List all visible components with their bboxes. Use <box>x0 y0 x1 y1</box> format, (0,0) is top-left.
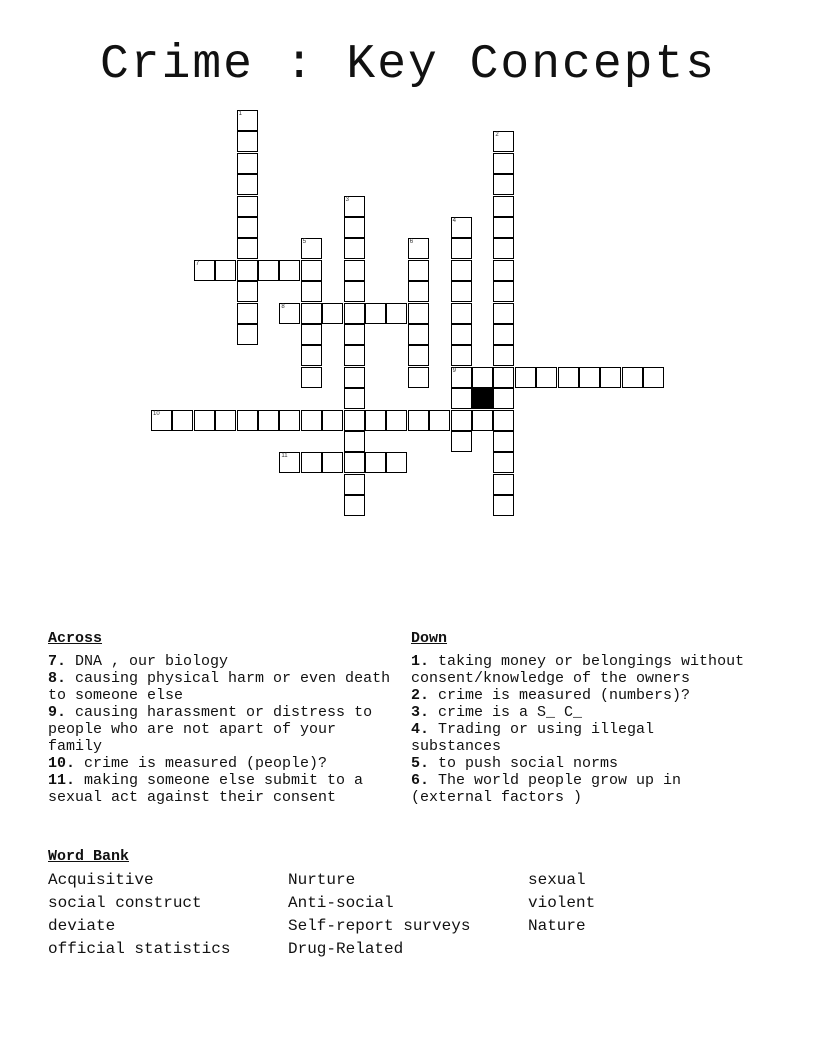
crossword-cell[interactable] <box>172 410 193 431</box>
word-bank-item: violent <box>528 894 596 912</box>
word-bank-item: Acquisitive <box>48 871 154 889</box>
crossword-black-cell <box>472 388 493 409</box>
page-title: Crime : Key Concepts <box>99 38 717 92</box>
crossword-cell[interactable] <box>451 238 472 259</box>
crossword-cell[interactable] <box>451 260 472 281</box>
crossword-cell[interactable] <box>451 367 472 388</box>
across-clue <box>48 653 398 670</box>
clue-number: 10 <box>153 410 160 417</box>
crossword-cell[interactable] <box>237 153 258 174</box>
crossword-cell[interactable] <box>194 260 215 281</box>
clue-text: to push social norms <box>429 755 619 772</box>
crossword-cell[interactable] <box>237 196 258 217</box>
clue-number: 1 <box>238 111 242 117</box>
word-bank-item: official statistics <box>48 940 231 958</box>
crossword-cell[interactable] <box>237 238 258 259</box>
crossword-cell[interactable] <box>408 238 429 259</box>
crossword-cell[interactable] <box>237 281 258 302</box>
crossword-cell[interactable] <box>493 324 514 345</box>
crossword-cell[interactable] <box>301 452 322 473</box>
across-clues <box>48 630 398 806</box>
crossword-cell[interactable] <box>493 474 514 495</box>
down-clue <box>411 653 751 687</box>
crossword-cell[interactable] <box>237 410 258 431</box>
crossword-cell[interactable] <box>493 260 514 281</box>
crossword-cell[interactable] <box>237 217 258 238</box>
crossword-cell[interactable] <box>451 324 472 345</box>
crossword-cell[interactable] <box>344 410 365 431</box>
crossword-cell[interactable] <box>408 410 429 431</box>
crossword-cell[interactable] <box>408 367 429 388</box>
word-bank-item: Nurture <box>288 871 356 889</box>
clue-text: crime is a S_ C_ <box>429 704 583 721</box>
word-bank-item: deviate <box>48 917 116 935</box>
crossword-cell[interactable] <box>344 238 365 259</box>
crossword-cell[interactable] <box>344 367 365 388</box>
crossword-cell[interactable] <box>344 196 365 217</box>
crossword-cell[interactable] <box>451 303 472 324</box>
down-clues <box>411 630 751 806</box>
crossword-cell[interactable] <box>493 281 514 302</box>
crossword-cell[interactable] <box>408 345 429 366</box>
crossword-cell[interactable] <box>451 217 472 238</box>
crossword-cell[interactable] <box>258 260 279 281</box>
word-bank-list <box>48 869 768 960</box>
clue-number: 2 <box>495 132 499 139</box>
down-clue-list <box>411 653 751 806</box>
clue-text: The world people grow up in (external factors ) <box>411 772 682 806</box>
word-bank-item: Self-report surveys <box>288 917 471 935</box>
clue-number-label: 9. <box>48 704 67 721</box>
crossword-cell[interactable] <box>451 345 472 366</box>
crossword-cell[interactable] <box>493 303 514 324</box>
crossword-cell[interactable] <box>279 260 300 281</box>
crossword-cell[interactable] <box>237 324 258 345</box>
crossword-cell[interactable] <box>451 410 472 431</box>
crossword-cell[interactable] <box>237 110 258 131</box>
crossword-cell[interactable] <box>237 260 258 281</box>
crossword-cell[interactable] <box>408 303 429 324</box>
word-bank-item: sexual <box>528 871 586 889</box>
crossword-cell[interactable] <box>365 303 386 324</box>
crossword-cell[interactable] <box>386 410 407 431</box>
word-bank-heading: Word Bank <box>48 848 130 865</box>
crossword-cell[interactable] <box>493 345 514 366</box>
crossword-cell[interactable] <box>215 260 236 281</box>
clue-number-label: 4. <box>411 721 430 738</box>
clue-text: DNA , our biology <box>66 653 229 670</box>
clue-text: causing harassment or distress to people who are not apart of your family <box>48 704 373 755</box>
crossword-cell[interactable] <box>408 260 429 281</box>
crossword-cell[interactable] <box>493 217 514 238</box>
clue-number-label: 2. <box>411 687 430 704</box>
crossword-cell[interactable] <box>451 281 472 302</box>
word-bank <box>48 848 768 960</box>
crossword-cell[interactable] <box>151 410 172 431</box>
crossword-cell[interactable] <box>301 281 322 302</box>
crossword-cell[interactable] <box>258 410 279 431</box>
clue-number-label: 1. <box>411 653 430 670</box>
crossword-cell[interactable] <box>408 324 429 345</box>
crossword-cell[interactable] <box>237 131 258 152</box>
crossword-cell[interactable] <box>279 452 300 473</box>
across-clue-list <box>48 653 398 806</box>
clue-number-label: 5. <box>411 755 430 772</box>
crossword-cell[interactable] <box>493 452 514 473</box>
clue-number-label: 8. <box>48 670 67 687</box>
crossword-cell[interactable] <box>365 410 386 431</box>
crossword-cell[interactable] <box>344 281 365 302</box>
clue-number-label: 11. <box>48 772 76 789</box>
crossword-cell[interactable] <box>301 345 322 366</box>
word-bank-item: social construct <box>48 894 202 912</box>
crossword-cell[interactable] <box>301 303 322 324</box>
down-clue <box>411 772 751 806</box>
across-heading: Across <box>48 630 103 647</box>
across-clue <box>48 755 398 772</box>
crossword-cell[interactable] <box>429 410 450 431</box>
clue-text: Trading or using illegal substances <box>411 721 655 755</box>
clue-number: 7 <box>195 260 200 267</box>
crossword-cell[interactable] <box>536 367 557 388</box>
crossword-cell[interactable] <box>451 388 472 409</box>
crossword-cell[interactable] <box>579 367 600 388</box>
clue-number: 3 <box>345 196 349 203</box>
crossword-cell[interactable] <box>301 410 322 431</box>
crossword-cell[interactable] <box>322 452 343 473</box>
crossword-cell[interactable] <box>493 131 514 152</box>
clue-number: 5 <box>302 239 307 246</box>
clue-text: taking money or belongings without consent/knowledge of the owners <box>411 653 745 687</box>
crossword-cell[interactable] <box>493 495 514 516</box>
clue-number-label: 10. <box>48 755 76 772</box>
clue-text: causing physical harm or even death to someone else <box>48 670 391 704</box>
crossword-cell[interactable] <box>301 260 322 281</box>
word-bank-item: Nature <box>528 917 586 935</box>
crossword-cell[interactable] <box>365 452 386 473</box>
crossword-cell[interactable] <box>344 388 365 409</box>
clue-text: crime is measured (people)? <box>75 755 328 772</box>
crossword-cell[interactable] <box>386 452 407 473</box>
crossword-cell[interactable] <box>279 410 300 431</box>
crossword-cell[interactable] <box>344 303 365 324</box>
crossword-cell[interactable] <box>237 174 258 195</box>
crossword-cell[interactable] <box>600 367 621 388</box>
down-clue <box>411 755 751 772</box>
crossword-cell[interactable] <box>301 324 322 345</box>
crossword-cell[interactable] <box>558 367 579 388</box>
crossword-cell[interactable] <box>237 303 258 324</box>
crossword-cell[interactable] <box>493 367 514 388</box>
crossword-cell[interactable] <box>493 174 514 195</box>
clue-text: crime is measured (numbers)? <box>429 687 691 704</box>
crossword-cell[interactable] <box>322 410 343 431</box>
clue-number: 8 <box>281 303 285 310</box>
clue-number-label: 6. <box>411 772 430 789</box>
clue-number-label: 3. <box>411 704 430 721</box>
crossword-cell[interactable] <box>493 431 514 452</box>
crossword-cell[interactable] <box>344 452 365 473</box>
crossword-cell[interactable] <box>344 431 365 452</box>
across-clue <box>48 704 398 755</box>
crossword-cell[interactable] <box>515 367 536 388</box>
crossword-cell[interactable] <box>344 474 365 495</box>
crossword-cell[interactable] <box>451 431 472 452</box>
clue-number-label: 7. <box>48 653 67 670</box>
clue-number: 4 <box>452 218 456 224</box>
clue-number: 9 <box>452 367 456 374</box>
crossword-cell[interactable] <box>643 367 664 388</box>
crossword-cell[interactable] <box>344 345 365 366</box>
crossword-cell[interactable] <box>301 367 322 388</box>
crossword-cell[interactable] <box>493 196 514 217</box>
crossword-cell[interactable] <box>493 238 514 259</box>
crossword-cell[interactable] <box>622 367 643 388</box>
word-bank-item: Anti-social <box>288 894 394 912</box>
crossword-cell[interactable] <box>472 410 493 431</box>
down-clue <box>411 721 751 755</box>
crossword-cell[interactable] <box>344 495 365 516</box>
across-clue <box>48 772 398 806</box>
clue-number: 11 <box>281 453 288 460</box>
crossword-cell[interactable] <box>194 410 215 431</box>
crossword-cell[interactable] <box>279 303 300 324</box>
crossword-cell[interactable] <box>215 410 236 431</box>
clue-number: 6 <box>409 239 414 246</box>
down-heading: Down <box>411 630 448 647</box>
crossword-cell[interactable] <box>344 217 365 238</box>
crossword-cell[interactable] <box>322 303 343 324</box>
crossword-cell[interactable] <box>408 281 429 302</box>
across-clue <box>48 670 398 704</box>
crossword-cell[interactable] <box>493 388 514 409</box>
down-clue <box>411 704 751 721</box>
crossword-cell[interactable] <box>386 303 407 324</box>
crossword-cell[interactable] <box>344 260 365 281</box>
clue-text: making someone else submit to a sexual act against their consent <box>48 772 364 806</box>
down-clue <box>411 687 751 704</box>
word-bank-item: Drug-Related <box>288 940 404 958</box>
crossword-cell[interactable] <box>472 367 493 388</box>
crossword-cell[interactable] <box>301 238 322 259</box>
crossword-cell[interactable] <box>493 410 514 431</box>
crossword-cell[interactable] <box>344 324 365 345</box>
crossword-cell[interactable] <box>493 153 514 174</box>
